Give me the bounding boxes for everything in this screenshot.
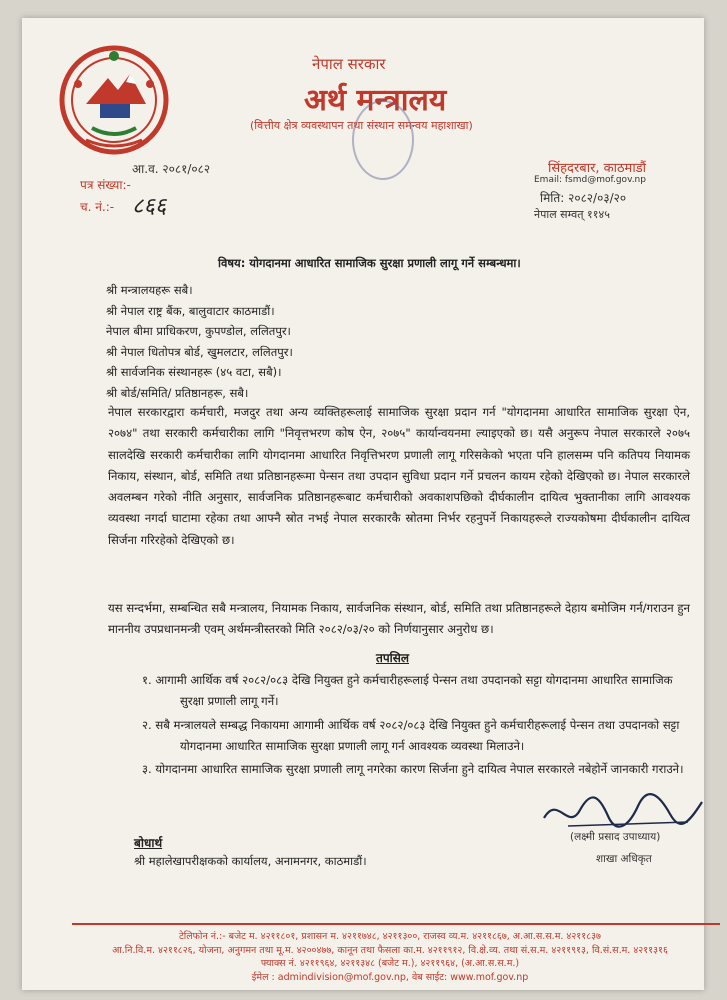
recipient-item: श्री नेपाल राष्ट्र बैंक, बालुवाटार काठमाडौं। [106,303,275,318]
footer-line: फ्याक्स नं. ४२११९६४, ४२११३४८ (बजेट म.), ४२११९६४, (अ.आ.स.स.म.) [260,958,520,969]
recipient-item: श्री सार्वजनिक संस्थानहरू (४५ वटा, सबै)। [106,365,282,379]
recipient-item: नेपाल बीमा प्राधिकरण, कुपण्डोल, ललितपुर। [106,324,291,338]
office-address: सिंहदरबार, काठमाडौं [548,161,647,176]
signatory-position: शाखा अधिकृत [596,853,652,865]
footer-line: टेलिफोन नं.:- बजेट म. ४२११८०१, प्रशासन म. ४२११७४८, ४२११३००, राजस्व व्य.म. ४२११८६७, अ.आ.स.स.म. ४२११८३७ [178,931,602,942]
ministry-name: अर्थ मन्त्रालय [304,83,447,118]
recipient-item: श्री मन्त्रालयहरू सबै। [106,283,193,297]
letter-number-label: पत्र संख्या:- [80,178,131,192]
recipient-list [106,280,293,403]
footer-line: आ.नि.वि.म. ४२११८२६, योजना, अनुगमन तथा मू.म. ४२००४७७, कानून तथा फैसला का.म. ४२११९१२, वि.क्षे.व्य. तथा सं.स.म. ४२११९१३, वि.सं.स.म. ४२११३१६ [112,944,668,956]
footer-line: ईमेल : admindivision@mof.gov.np, वेब साईट: www.mof.gov.np [251,971,529,983]
footer-divider [72,923,720,925]
government-name: नेपाल सरकार [312,55,386,73]
division-name: (वित्तीय क्षेत्र व्यवस्थापन तथा संस्थान समन्वय महाशाखा) [250,119,473,132]
cc-heading: बोधार्थ [134,836,163,850]
office-email: Email: fsmd@mof.gov.np [534,175,646,185]
schedule-item: ३. योगदानमा आधारित सामाजिक सुरक्षा प्रणाली लागू नगरेका कारण सिर्जना हुने दायित्व नेपाल सरकारले नबेहोर्ने जानकारी गराउने। [142,762,684,777]
recipient-item: श्री बोर्ड/समिति/ प्रतिष्ठानहरू, सबै। [106,385,249,400]
nepal-government-emblem-icon [56,44,172,156]
dispatch-number-value: ८६६ [132,194,167,219]
dispatch-number-label: च. नं.:- [80,200,115,214]
footer-contact [58,930,722,984]
recipient-item: श्री नेपाल धितोपत्र बोर्ड, खुमलटार, ललितपुर। [106,344,293,359]
body-paragraph-1: नेपाल सरकारद्वारा कर्मचारी, मजदुर तथा अन्य व्यक्तिहरूलाई सामाजिक सुरक्षा प्रदान गर्न "योगदानमा आधारित सामाजिक सुरक्षा ऐन, २०७४" तथा सरकारी कर्मचारीका लागि "निवृत्तभरण कोष ऐन, २०७५" कार्यान्वयनमा ल्याइएको छ। यसै अनुरूप नेपाल सरकारले २०७५ सालदेखि सरकारी कर्मचारीका लागि योगदानमा आधारित निवृत्तिभरण प्रणाली लागू गरिसकेको भएता पनि हालसम्म पनि कतिपय नियामक निकाय, संस्थान, बोर्ड, समिति तथा प्रतिष्ठानहरूमा पेन्सन तथा उपदान सुविधा प्रदान गर्ने प्रचलन कायम रहेको देखिएको छ। नेपाल सरकारले अवलम्बन गरेको नीति अनुसार, सार्वजनिक प्रतिष्ठानहरूबाट कर्मचारीको अवकाशपछिको दीर्घकालीन दायित्व भुक्तानीका लागि आवश्यक व्यवस्था नगर्दा घाटामा रहेका तथा आफ्नै स्रोत नभई नेपाल सरकारकै स्रोतमा निर्भर रहनुपर्ने निकायहरूले राज्यकोषमा दीर्घकालीन दायित्व सिर्जना गरिरहेको देखिएको छ। [108,405,690,547]
nepal-samvat-date: नेपाल सम्वत् ११४५ [534,208,610,221]
schedule-heading: तपसिल [376,651,410,665]
cc-recipient: श्री महालेखापरीक्षकको कार्यालय, अनामनगर, काठमाडौं। [134,854,367,868]
letter-date: मिति: २०८२/०३/२० [540,191,627,205]
body-paragraph-2: यस सन्दर्भमा, सम्बन्धित सबै मन्त्रालय, नियामक निकाय, सार्वजनिक संस्थान, बोर्ड, समिति तथा प्रतिष्ठानहरूले देहाय बमोजिम गर्न/गराउन हुन माननीय उपप्रधानमन्त्री एवम् अर्थमन्त्रीस्तरको मिति २०८२/०३/२० को निर्णयानुसार अनुरोध छ। [108,601,690,637]
schedule-item: २. सबै मन्त्रालयले सम्बद्ध निकायमा आगामी आर्थिक वर्ष २०८२/०८३ देखि नियुक्त हुने कर्मचारीहरूलाई पेन्सन तथा उपदानको सट्टा योगदानमा आधारित सामाजिक सुरक्षा प्रणाली लागू गर्न आवश्यक व्यवस्था मिलाउने। [142,717,680,753]
letter-subject: विषय: योगदानमा आधारित सामाजिक सुरक्षा प्रणाली लागू गर्ने सम्बन्धमा। [218,256,521,270]
fiscal-year: आ.व. २०८१/०८२ [132,162,211,176]
office-stamp [352,100,414,180]
signatory-name: (लक्ष्मी प्रसाद उपाध्याय) [570,831,661,843]
schedule-item: १. आगामी आर्थिक वर्ष २०८२/०८३ देखि नियुक्त हुने कर्मचारीहरूलाई पेन्सन तथा उपदानको सट्टा योगदानमा आधारित सामाजिक सुरक्षा प्रणाली लागू गर्ने। [142,673,673,709]
schedule-list [142,670,690,782]
letter-page [22,18,704,990]
